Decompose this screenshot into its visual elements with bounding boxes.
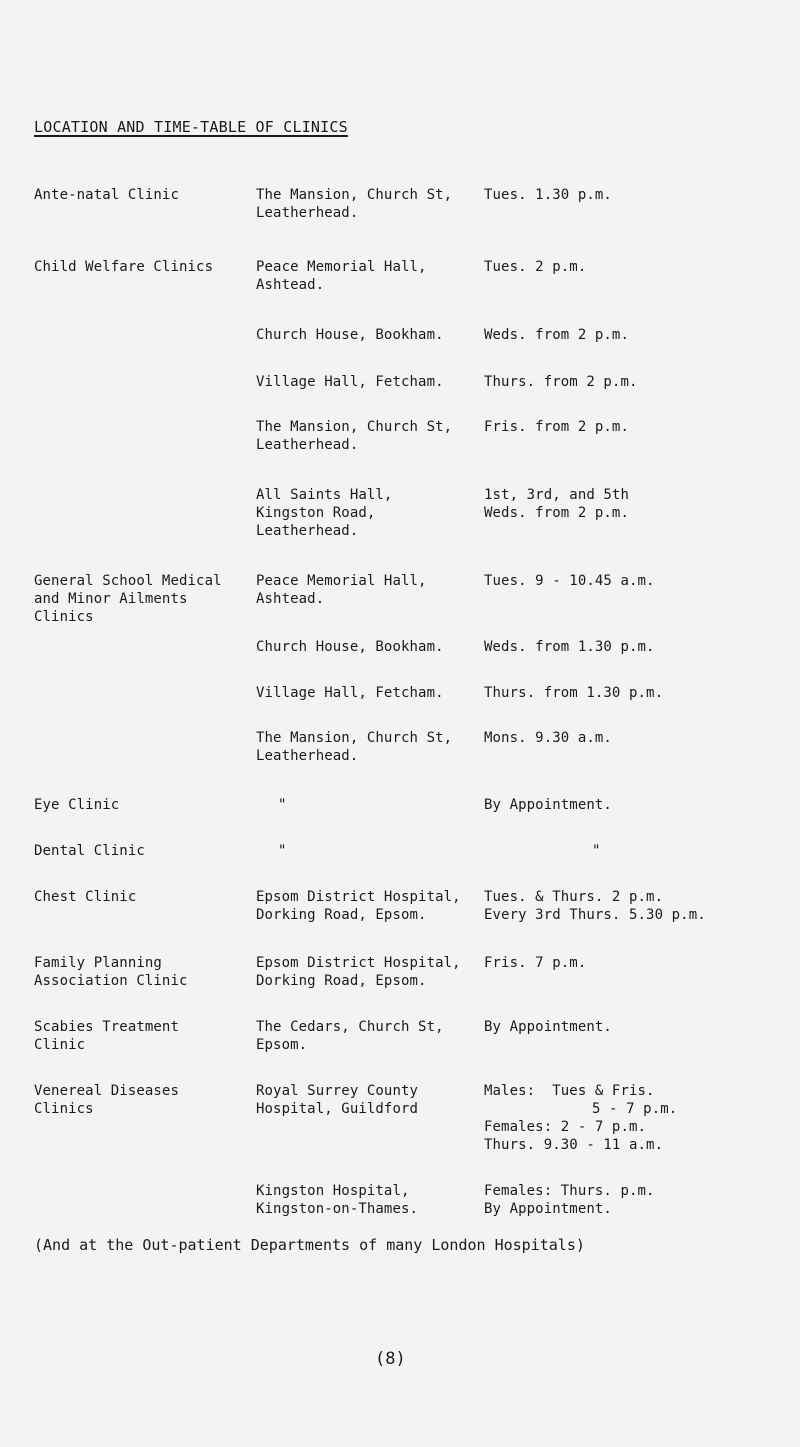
clinic-location: Leatherhead. — [256, 523, 359, 539]
clinic-name: Clinic — [34, 1037, 86, 1053]
clinic-location: Church House, Bookham. — [256, 639, 444, 655]
clinic-time: Weds. from 2 p.m. — [484, 327, 629, 343]
clinic-location: Kingston Road, — [256, 505, 376, 521]
clinic-location: Village Hall, Fetcham. — [256, 685, 444, 701]
clinic-time: Thurs. 9.30 - 11 a.m. — [484, 1137, 664, 1153]
clinic-name: Clinics — [34, 1101, 94, 1117]
footnote: (And at the Out-patient Departments of many London Hospitals) — [34, 1236, 585, 1254]
clinic-location: The Mansion, Church St, — [256, 187, 453, 203]
clinic-location: Ashtead. — [256, 591, 325, 607]
clinic-location: Ashtead. — [256, 277, 325, 293]
clinic-time: Mons. 9.30 a.m. — [484, 730, 612, 746]
clinic-location: The Mansion, Church St, — [256, 730, 453, 746]
clinic-location: Epsom. — [256, 1037, 308, 1053]
clinic-time: Tues. & Thurs. 2 p.m. — [484, 889, 664, 905]
clinic-time: Females: Thurs. p.m. — [484, 1183, 655, 1199]
page-number: (8) — [375, 1349, 406, 1369]
clinic-name: Clinics — [34, 609, 94, 625]
clinic-name: Ante-natal Clinic — [34, 187, 179, 203]
clinic-location: Leatherhead. — [256, 437, 359, 453]
ditto-mark: " — [592, 843, 601, 859]
clinic-location: Church House, Bookham. — [256, 327, 444, 343]
clinic-time: Fris. 7 p.m. — [484, 955, 587, 971]
clinic-name: General School Medical — [34, 573, 222, 589]
clinic-location: The Mansion, Church St, — [256, 419, 453, 435]
clinic-location: Village Hall, Fetcham. — [256, 374, 444, 390]
clinic-location: Epsom District Hospital, — [256, 955, 461, 971]
page-title: LOCATION AND TIME-TABLE OF CLINICS — [34, 118, 348, 136]
clinic-time: Weds. from 1.30 p.m. — [484, 639, 655, 655]
clinic-location: Hospital, Guildford — [256, 1101, 419, 1117]
ditto-mark: " — [278, 843, 287, 859]
clinic-name: Venereal Diseases — [34, 1083, 179, 1099]
clinic-time: By Appointment. — [484, 1201, 612, 1217]
clinic-time: Tues. 9 - 10.45 a.m. — [484, 573, 655, 589]
clinic-location: Peace Memorial Hall, — [256, 573, 427, 589]
clinic-time: 5 - 7 p.m. — [592, 1101, 678, 1117]
clinic-name: Child Welfare Clinics — [34, 259, 214, 275]
clinic-time: Females: 2 - 7 p.m. — [484, 1119, 647, 1135]
clinic-location: Royal Surrey County — [256, 1083, 419, 1099]
clinic-time: Thurs. from 2 p.m. — [484, 374, 638, 390]
clinic-location: Peace Memorial Hall, — [256, 259, 427, 275]
clinic-time: By Appointment. — [484, 797, 612, 813]
clinic-name: Scabies Treatment — [34, 1019, 179, 1035]
clinic-name: Family Planning — [34, 955, 162, 971]
clinic-location: All Saints Hall, — [256, 487, 393, 503]
clinic-name: Eye Clinic — [34, 797, 120, 813]
clinic-time: Every 3rd Thurs. 5.30 p.m. — [484, 907, 706, 923]
clinic-time: Tues. 2 p.m. — [484, 259, 587, 275]
clinic-location: Dorking Road, Epsom. — [256, 973, 427, 989]
clinic-time: By Appointment. — [484, 1019, 612, 1035]
clinic-location: The Cedars, Church St, — [256, 1019, 444, 1035]
clinic-name: and Minor Ailments — [34, 591, 188, 607]
clinic-name: Chest Clinic — [34, 889, 137, 905]
clinic-location: Leatherhead. — [256, 205, 359, 221]
clinic-name: Association Clinic — [34, 973, 188, 989]
clinic-time: Males: Tues & Fris. — [484, 1083, 655, 1099]
clinic-time: Tues. 1.30 p.m. — [484, 187, 612, 203]
clinic-time: Weds. from 2 p.m. — [484, 505, 629, 521]
clinic-location: Kingston-on-Thames. — [256, 1201, 419, 1217]
clinic-location: Epsom District Hospital, — [256, 889, 461, 905]
clinic-time: 1st, 3rd, and 5th — [484, 487, 629, 503]
clinic-time: Fris. from 2 p.m. — [484, 419, 629, 435]
clinic-time: Thurs. from 1.30 p.m. — [484, 685, 664, 701]
ditto-mark: " — [278, 797, 287, 813]
clinic-name: Dental Clinic — [34, 843, 145, 859]
clinic-location: Leatherhead. — [256, 748, 359, 764]
clinic-location: Kingston Hospital, — [256, 1183, 410, 1199]
clinic-location: Dorking Road, Epsom. — [256, 907, 427, 923]
